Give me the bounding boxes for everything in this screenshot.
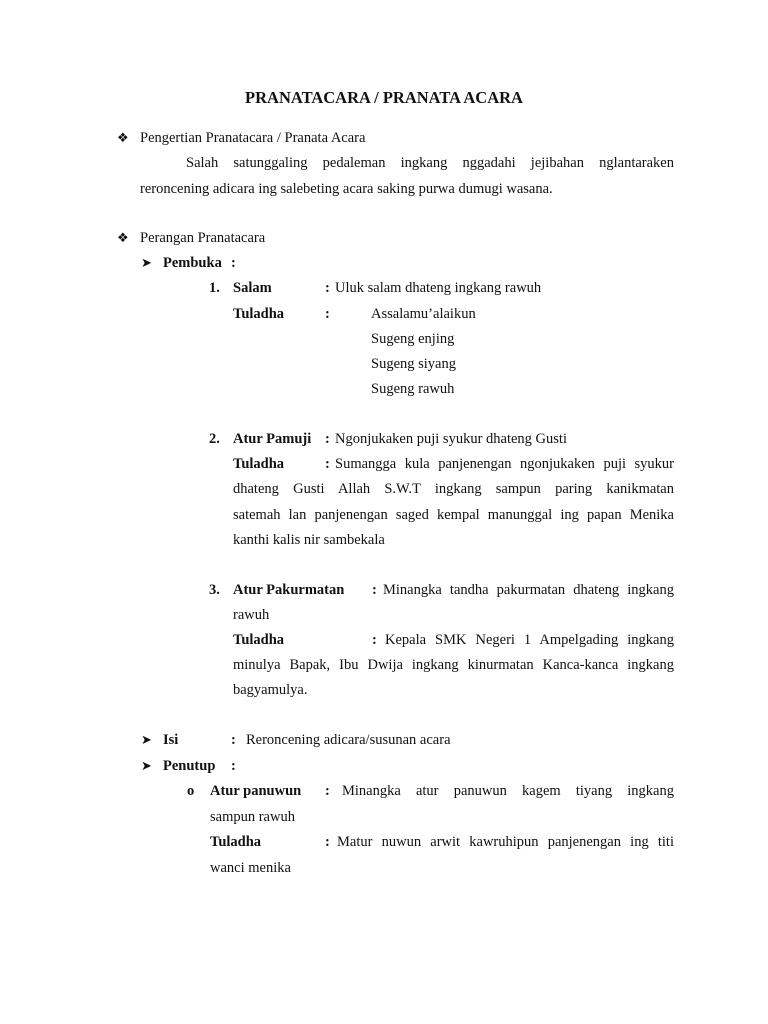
atur-pakurmatan-example-label: Tuladha [233,632,285,648]
atur-pakurmatan-example-line: bagyamulya. [233,682,308,698]
arrow-bullet-icon: ➤ [141,733,152,748]
section-heading-perangan: Perangan Pranatacara [140,230,266,246]
salam-example-line: Sugeng enjing [371,331,455,347]
item-number: 1. [209,280,220,296]
atur-pakurmatan-colon: : [372,582,377,598]
atur-pakurmatan-example-line: minulya Bapak, Ibu Dwija ingkang kinurmatan Kanca-kanca ingkang [233,657,674,673]
atur-pakurmatan-example-colon: : [372,632,377,648]
isi-value: Reroncening adicara/susunan acara [246,732,451,748]
isi-label: Isi [163,732,179,748]
penutup-example-line: wanci menika [210,860,291,876]
atur-pamuji-example-line: Sumangga kula panjenengan ngonjukaken puji syukur [335,456,674,472]
salam-example-line: Sugeng siyang [371,356,456,372]
arrow-bullet-icon: ➤ [141,759,152,774]
atur-panuwun-colon: : [325,783,330,799]
diamond-bullet-icon: ❖ [117,231,129,246]
isi-colon: : [231,732,236,748]
atur-panuwun-value: Minangka atur panuwun kagem tiyang ingkang [342,783,674,799]
atur-pamuji-label: Atur Pamuji [233,431,312,447]
salam-example-line: Assalamu’alaikun [371,306,476,322]
atur-pakurmatan-value-cont: rawuh [233,607,270,623]
penutup-colon: : [231,758,236,774]
atur-pamuji-example-line: satemah lan panjenengan saged kempal manunggal ing papan Menika [233,507,674,523]
atur-pamuji-value: Ngonjukaken puji syukur dhateng Gusti [335,431,567,447]
salam-example-line: Sugeng rawuh [371,381,455,397]
atur-pamuji-example-label: Tuladha [233,456,285,472]
arrow-bullet-icon: ➤ [141,256,152,271]
atur-pakurmatan-example-line: Kepala SMK Negeri 1 Ampelgading ingkang [385,632,674,648]
section-heading-pengertian: Pengertian Pranatacara / Pranata Acara [140,130,366,146]
atur-pamuji-example-line: dhateng Gusti Allah S.W.T ingkang sampun paring kanikmatan [233,481,674,497]
penutup-label: Penutup [163,758,216,774]
salam-colon: : [325,280,330,296]
salam-example-label: Tuladha [233,306,285,322]
atur-pakurmatan-value: Minangka tandha pakurmatan dhateng ingkang [383,582,674,598]
penutup-example-colon: : [325,834,330,850]
atur-pamuji-example-line: kanthi kalis nir sambekala [233,532,385,548]
salam-label: Salam [233,280,272,296]
page-title: PRANATACARA / PRANATA ACARA [245,88,523,107]
penutup-example-line: Matur nuwun arwit kawruhipun panjenengan ing titi [337,834,674,850]
diamond-bullet-icon: ❖ [117,131,129,146]
pembuka-label: Pembuka [163,255,222,271]
penutup-example-label: Tuladha [210,834,262,850]
item-number: 3. [209,582,220,598]
atur-pamuji-example-colon: : [325,456,330,472]
pembuka-colon: : [231,255,236,271]
atur-pakurmatan-label: Atur Pakurmatan [233,582,345,598]
atur-panuwun-value-cont: sampun rawuh [210,809,295,825]
circle-bullet-icon: o [187,783,195,799]
atur-pamuji-colon: : [325,431,330,447]
definition-line-1: Salah satunggaling pedaleman ingkang nggadahi jejibahan nglantaraken [186,155,674,171]
item-number: 2. [209,431,220,447]
definition-line-2: reroncening adicara ing salebeting acara saking purwa dumugi wasana. [140,181,553,197]
salam-value: Uluk salam dhateng ingkang rawuh [335,280,542,296]
atur-panuwun-label: Atur panuwun [210,783,302,799]
salam-example-colon: : [325,306,330,322]
